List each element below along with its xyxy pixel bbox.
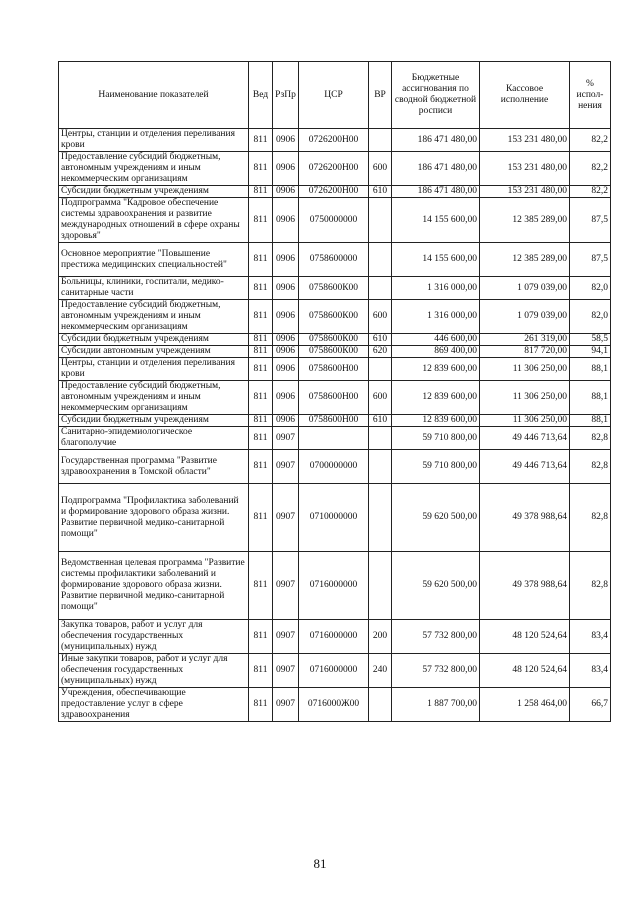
cell-assignments: 12 839 600,00 [392, 415, 480, 427]
cell-name: Субсидии автономным учреждениям [59, 346, 249, 358]
cell-vr [369, 243, 392, 277]
cell-rzpr: 0906 [273, 129, 299, 152]
cell-percent: 88,1 [570, 415, 611, 427]
table-row [59, 300, 611, 334]
table-row [59, 484, 611, 552]
cell-rzpr: 0906 [273, 300, 299, 334]
cell-assignments: 59 620 500,00 [392, 552, 480, 620]
cell-rzpr: 0907 [273, 620, 299, 654]
cell-vr: 600 [369, 300, 392, 334]
cell-assignments: 186 471 480,00 [392, 186, 480, 198]
cell-percent: 83,4 [570, 620, 611, 654]
cell-percent: 82,0 [570, 277, 611, 300]
cell-percent: 82,2 [570, 186, 611, 198]
cell-ved: 811 [249, 186, 273, 198]
cell-csr: 0758600К00 [299, 346, 369, 358]
table-row [59, 654, 611, 688]
cell-name: Санитарно-эпидемиологическое благополучие [59, 427, 249, 450]
cell-assignments: 57 732 800,00 [392, 654, 480, 688]
cell-cash: 48 120 524,64 [480, 620, 570, 654]
cell-vr: 600 [369, 152, 392, 186]
table-row [59, 243, 611, 277]
cell-name: Центры, станции и отделения переливания крови [59, 129, 249, 152]
cell-ved: 811 [249, 620, 273, 654]
cell-rzpr: 0906 [273, 186, 299, 198]
cell-assignments: 1 316 000,00 [392, 277, 480, 300]
cell-cash: 153 231 480,00 [480, 129, 570, 152]
col-rzpr-header: РзПр [273, 62, 299, 129]
cell-csr: 0716000000 [299, 654, 369, 688]
cell-rzpr: 0906 [273, 152, 299, 186]
cell-vr: 620 [369, 346, 392, 358]
cell-ved: 811 [249, 152, 273, 186]
cell-name: Предоставление субсидий бюджетным, автономным учреждениям и иным некоммерческим организациям [59, 152, 249, 186]
table-row [59, 152, 611, 186]
cell-ved: 811 [249, 198, 273, 243]
cell-rzpr: 0906 [273, 415, 299, 427]
cell-name: Предоставление субсидий бюджетным, автономным учреждениям и иным некоммерческим организациям [59, 300, 249, 334]
cell-ved: 811 [249, 484, 273, 552]
cell-csr: 0726200Н00 [299, 152, 369, 186]
cell-ved: 811 [249, 129, 273, 152]
header-row [59, 62, 611, 129]
cell-cash: 153 231 480,00 [480, 152, 570, 186]
cell-name: Основное мероприятие "Повышение престижа медицинских специальностей" [59, 243, 249, 277]
cell-rzpr: 0907 [273, 552, 299, 620]
col-cash-header: Кассовое исполнение [480, 62, 570, 129]
cell-csr: 0758600000 [299, 243, 369, 277]
page-number: 81 [313, 856, 327, 871]
cell-percent: 82,8 [570, 484, 611, 552]
cell-rzpr: 0906 [273, 334, 299, 346]
cell-assignments: 186 471 480,00 [392, 129, 480, 152]
cell-rzpr: 0906 [273, 358, 299, 381]
cell-vr [369, 688, 392, 722]
cell-assignments: 12 839 600,00 [392, 381, 480, 415]
cell-csr: 0726200Н00 [299, 186, 369, 198]
table-row [59, 688, 611, 722]
cell-rzpr: 0907 [273, 484, 299, 552]
cell-name: Больницы, клиники, госпитали, медико-санитарные части [59, 277, 249, 300]
table-row [59, 427, 611, 450]
cell-vr [369, 427, 392, 450]
table-row [59, 186, 611, 198]
cell-cash: 12 385 289,00 [480, 243, 570, 277]
cell-percent: 58,5 [570, 334, 611, 346]
cell-assignments: 57 732 800,00 [392, 620, 480, 654]
cell-name: Подпрограмма "Кадровое обеспечение системы здравоохранения и развитие международных отношений в сфере охраны здоровья" [59, 198, 249, 243]
cell-percent: 88,1 [570, 358, 611, 381]
cell-rzpr: 0906 [273, 277, 299, 300]
budget-table [58, 61, 611, 722]
cell-rzpr: 0906 [273, 198, 299, 243]
cell-vr [369, 129, 392, 152]
cell-cash: 817 720,00 [480, 346, 570, 358]
cell-vr [369, 450, 392, 484]
cell-vr: 610 [369, 186, 392, 198]
table-row [59, 334, 611, 346]
cell-csr: 0750000000 [299, 198, 369, 243]
cell-csr: 0758600Н00 [299, 415, 369, 427]
cell-vr [369, 552, 392, 620]
cell-ved: 811 [249, 688, 273, 722]
cell-ved: 811 [249, 552, 273, 620]
cell-cash: 1 258 464,00 [480, 688, 570, 722]
cell-rzpr: 0906 [273, 381, 299, 415]
cell-assignments: 186 471 480,00 [392, 152, 480, 186]
cell-csr: 0758600К00 [299, 300, 369, 334]
cell-name: Субсидии бюджетным учреждениям [59, 186, 249, 198]
cell-csr: 0716000000 [299, 620, 369, 654]
cell-csr [299, 427, 369, 450]
cell-name: Иные закупки товаров, работ и услуг для обеспечения государственных (муниципальных) нужд [59, 654, 249, 688]
col-csr-header: ЦСР [299, 62, 369, 129]
cell-cash: 11 306 250,00 [480, 415, 570, 427]
cell-name: Центры, станции и отделения переливания крови [59, 358, 249, 381]
cell-ved: 811 [249, 243, 273, 277]
table-row [59, 381, 611, 415]
cell-rzpr: 0907 [273, 654, 299, 688]
cell-csr: 0700000000 [299, 450, 369, 484]
table-row [59, 198, 611, 243]
cell-cash: 49 446 713,64 [480, 450, 570, 484]
cell-csr: 0726200Н00 [299, 129, 369, 152]
cell-assignments: 59 620 500,00 [392, 484, 480, 552]
cell-cash: 1 079 039,00 [480, 300, 570, 334]
cell-ved: 811 [249, 415, 273, 427]
table-row [59, 552, 611, 620]
cell-rzpr: 0907 [273, 427, 299, 450]
cell-percent: 87,5 [570, 243, 611, 277]
cell-cash: 49 378 988,64 [480, 484, 570, 552]
cell-cash: 11 306 250,00 [480, 358, 570, 381]
cell-assignments: 14 155 600,00 [392, 198, 480, 243]
cell-vr: 610 [369, 334, 392, 346]
cell-cash: 48 120 524,64 [480, 654, 570, 688]
table-row [59, 358, 611, 381]
cell-vr [369, 277, 392, 300]
cell-csr: 0758600К00 [299, 277, 369, 300]
cell-cash: 49 378 988,64 [480, 552, 570, 620]
cell-rzpr: 0907 [273, 450, 299, 484]
table-row [59, 620, 611, 654]
cell-assignments: 1 316 000,00 [392, 300, 480, 334]
cell-vr: 600 [369, 381, 392, 415]
col-percent-header: % испол-нения [570, 62, 611, 129]
cell-vr [369, 358, 392, 381]
cell-name: Ведомственная целевая программа "Развитие системы профилактики заболеваний и формирование здорового образа жизни. Развитие первичной медико-санитарной помощи" [59, 552, 249, 620]
cell-assignments: 59 710 800,00 [392, 450, 480, 484]
cell-assignments: 446 600,00 [392, 334, 480, 346]
table-row [59, 415, 611, 427]
cell-vr: 240 [369, 654, 392, 688]
cell-percent: 82,8 [570, 552, 611, 620]
cell-percent: 88,1 [570, 381, 611, 415]
cell-name: Государственная программа "Развитие здравоохранения в Томской области" [59, 450, 249, 484]
cell-rzpr: 0907 [273, 688, 299, 722]
table-row [59, 346, 611, 358]
cell-assignments: 869 400,00 [392, 346, 480, 358]
cell-name: Субсидии бюджетным учреждениям [59, 415, 249, 427]
cell-rzpr: 0906 [273, 346, 299, 358]
cell-csr: 0716000000 [299, 552, 369, 620]
cell-ved: 811 [249, 427, 273, 450]
cell-assignments: 59 710 800,00 [392, 427, 480, 450]
cell-ved: 811 [249, 334, 273, 346]
cell-percent: 83,4 [570, 654, 611, 688]
cell-percent: 87,5 [570, 198, 611, 243]
cell-ved: 811 [249, 450, 273, 484]
cell-csr: 0710000000 [299, 484, 369, 552]
cell-name: Учреждения, обеспечивающие предоставление услуг в сфере здравоохранения [59, 688, 249, 722]
cell-assignments: 14 155 600,00 [392, 243, 480, 277]
cell-name: Субсидии бюджетным учреждениям [59, 334, 249, 346]
col-vr-header: ВР [369, 62, 392, 129]
table-row [59, 450, 611, 484]
cell-percent: 82,8 [570, 450, 611, 484]
cell-cash: 49 446 713,64 [480, 427, 570, 450]
cell-ved: 811 [249, 381, 273, 415]
cell-csr: 0758600К00 [299, 334, 369, 346]
cell-assignments: 1 887 700,00 [392, 688, 480, 722]
cell-percent: 82,0 [570, 300, 611, 334]
cell-cash: 1 079 039,00 [480, 277, 570, 300]
cell-vr [369, 484, 392, 552]
cell-cash: 11 306 250,00 [480, 381, 570, 415]
cell-vr: 610 [369, 415, 392, 427]
cell-cash: 12 385 289,00 [480, 198, 570, 243]
cell-percent: 82,2 [570, 129, 611, 152]
cell-cash: 261 319,00 [480, 334, 570, 346]
cell-percent: 66,7 [570, 688, 611, 722]
cell-csr: 0758600Н00 [299, 381, 369, 415]
col-assignments-header: Бюджетные ассигнования по сводной бюджетной росписи [392, 62, 480, 129]
cell-percent: 82,2 [570, 152, 611, 186]
cell-name: Подпрограмма "Профилактика заболеваний и формирование здорового образа жизни. Развитие первичной медико-санитарной помощи" [59, 484, 249, 552]
cell-csr: 0758600Н00 [299, 358, 369, 381]
cell-ved: 811 [249, 346, 273, 358]
cell-rzpr: 0906 [273, 243, 299, 277]
table-row [59, 129, 611, 152]
cell-ved: 811 [249, 277, 273, 300]
table-row [59, 277, 611, 300]
col-name-header: Наименование показателей [59, 62, 249, 129]
cell-name: Предоставление субсидий бюджетным, автономным учреждениям и иным некоммерческим организациям [59, 381, 249, 415]
cell-ved: 811 [249, 300, 273, 334]
cell-vr: 200 [369, 620, 392, 654]
cell-cash: 153 231 480,00 [480, 186, 570, 198]
cell-ved: 811 [249, 654, 273, 688]
cell-vr [369, 198, 392, 243]
cell-assignments: 12 839 600,00 [392, 358, 480, 381]
cell-ved: 811 [249, 358, 273, 381]
col-ved-header: Вед [249, 62, 273, 129]
cell-csr: 0716000Ж00 [299, 688, 369, 722]
cell-name: Закупка товаров, работ и услуг для обеспечения государственных (муниципальных) нужд [59, 620, 249, 654]
cell-percent: 82,8 [570, 427, 611, 450]
cell-percent: 94,1 [570, 346, 611, 358]
